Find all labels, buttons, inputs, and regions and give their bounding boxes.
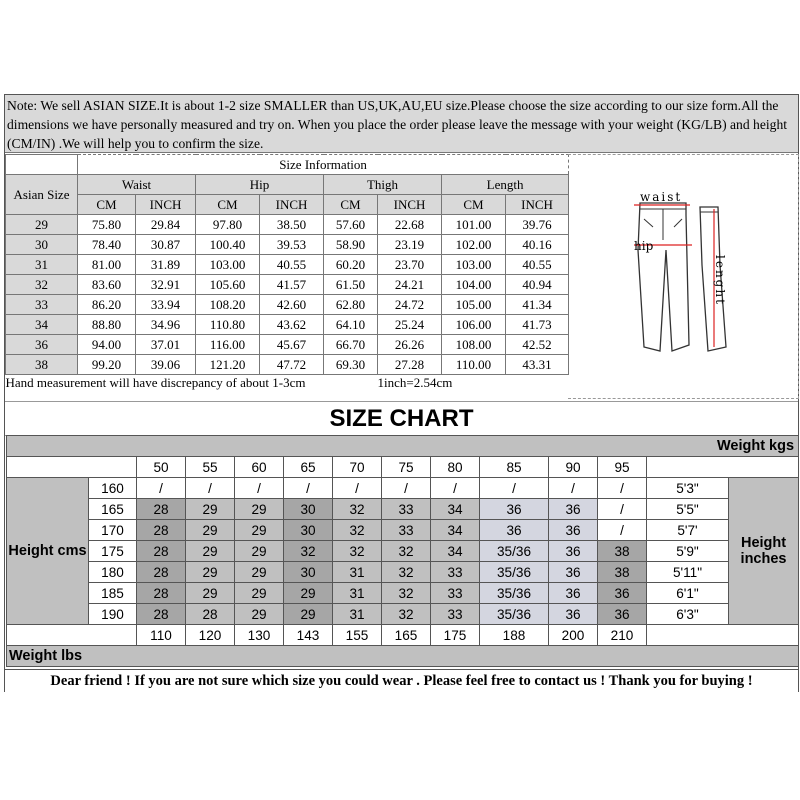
empty-cell [7,625,137,646]
size-cell: / [235,478,284,499]
hip-header: Hip [196,175,324,195]
size-row [6,235,569,255]
size-cell: 31 [333,583,382,604]
pants-illustration-icon [568,155,799,400]
size-cell: 29 [186,499,235,520]
size-cell: / [598,478,647,499]
weight-lb-cell: 165 [382,625,431,646]
measurement-cell: 38.50 [260,215,324,235]
size-cell: 32 [382,541,431,562]
size-cell: 36 [549,562,598,583]
size-cell: 32 [284,541,333,562]
thanks-message: Dear friend ! If you are not sure which size you could wear . Please feel free to contact us ! Thank you for buying ! [5,669,798,693]
size-cell: 36 [598,604,647,625]
measurement-cell: 25.24 [378,315,442,335]
height-inch-cell: 6'3" [647,604,729,625]
size-cell: 36 [549,583,598,604]
measurement-cell: 43.62 [260,315,324,335]
size-cell: 29 [235,562,284,583]
size-cell: 36 [549,520,598,541]
size-cell: 29 [186,562,235,583]
measurement-cell: 57.60 [324,215,378,235]
measurement-cell: 27.28 [378,355,442,375]
size-cell: 35/36 [480,583,549,604]
height-inches-label: Height inches [729,478,799,625]
size-cell: 34 [431,541,480,562]
weight-kgs-label: Weight kgs [7,436,799,457]
measurement-cell: 29.84 [136,215,196,235]
measurement-cell: 105.00 [442,295,506,315]
measurement-cell: 60.20 [324,255,378,275]
size-cell: / [598,520,647,541]
size-cell: 29 [186,520,235,541]
measurement-cell: 42.60 [260,295,324,315]
measurement-cell: 30.87 [136,235,196,255]
height-inch-cell: 5'9" [647,541,729,562]
size-cell: 35/36 [480,541,549,562]
measurement-cell: 88.80 [78,315,136,335]
asian-size-cell: 32 [6,275,78,295]
hip-label: hip [634,239,654,253]
size-cell: 29 [284,604,333,625]
size-cell: 36 [480,520,549,541]
measurement-cell: 103.00 [442,255,506,275]
measurement-cell: 83.60 [78,275,136,295]
measurement-cell: 61.50 [324,275,378,295]
measurement-cell: 24.72 [378,295,442,315]
measurement-cell: 40.16 [506,235,569,255]
measurement-cell: 102.00 [442,235,506,255]
size-info-title: Size Information [78,155,569,175]
weight-lbs-label: Weight lbs [7,646,799,667]
measurement-cell: 41.73 [506,315,569,335]
size-cell: 38 [598,541,647,562]
measurement-cell: 108.20 [196,295,260,315]
height-cm-cell: 175 [89,541,137,562]
measurement-cell: 41.34 [506,295,569,315]
measurement-cell: 101.00 [442,215,506,235]
size-row [6,275,569,295]
empty-cell [7,457,137,478]
measurement-cell: 66.70 [324,335,378,355]
height-inch-cell: 5'11" [647,562,729,583]
length-label: lenght [713,255,727,306]
size-cell: 36 [549,499,598,520]
waist-label: waist [640,190,683,204]
asian-size-cell: 38 [6,355,78,375]
measurement-cell: 116.00 [196,335,260,355]
size-cell: 30 [284,562,333,583]
weight-kg-cell: 55 [186,457,235,478]
size-cell: 32 [382,583,431,604]
height-row [7,604,799,625]
size-cell: / [186,478,235,499]
size-cell: 36 [549,541,598,562]
size-cell: 29 [284,583,333,604]
height-cm-cell: 185 [89,583,137,604]
unit-header: INCH [260,195,324,215]
size-cell: 36 [549,604,598,625]
size-cell: 29 [235,541,284,562]
measurement-cell: 23.70 [378,255,442,275]
size-cell: 31 [333,604,382,625]
weight-kg-cell: 65 [284,457,333,478]
size-cell: 35/36 [480,562,549,583]
measurement-footnote: Hand measurement will have discrepancy of about 1-3cm [5,375,306,391]
weight-lb-cell: 143 [284,625,333,646]
measurement-cell: 99.20 [78,355,136,375]
measurement-cell: 26.26 [378,335,442,355]
weight-lb-cell: 188 [480,625,549,646]
measurement-cell: 58.90 [324,235,378,255]
height-cm-cell: 160 [89,478,137,499]
weight-lb-cell: 155 [333,625,382,646]
measurement-cell: 42.52 [506,335,569,355]
size-cell: 36 [480,499,549,520]
size-cell: 30 [284,499,333,520]
size-cell: / [333,478,382,499]
measurement-cell: 31.89 [136,255,196,275]
size-cell: / [431,478,480,499]
height-cm-cell: 170 [89,520,137,541]
waist-header: Waist [78,175,196,195]
weight-kg-cell: 50 [137,457,186,478]
size-cell: 32 [333,541,382,562]
size-cell: / [382,478,431,499]
size-cell: 35/36 [480,604,549,625]
measurement-cell: 32.91 [136,275,196,295]
measurement-cell: 64.10 [324,315,378,335]
size-cell: 29 [235,499,284,520]
height-cms-label: Height cms [7,478,89,625]
thigh-header: Thigh [324,175,442,195]
size-cell: 28 [137,520,186,541]
weight-lb-cell: 210 [598,625,647,646]
weight-kg-cell: 60 [235,457,284,478]
measurement-cell: 81.00 [78,255,136,275]
size-row [6,255,569,275]
measurement-cell: 78.40 [78,235,136,255]
size-row [6,335,569,355]
measurement-cell: 100.40 [196,235,260,255]
unit-header: CM [324,195,378,215]
weight-lb-cell: 120 [186,625,235,646]
weight-kg-cell: 95 [598,457,647,478]
size-cell: 33 [431,562,480,583]
measurement-cell: 39.53 [260,235,324,255]
size-cell: 32 [333,499,382,520]
unit-header: CM [78,195,136,215]
size-cell: 28 [137,562,186,583]
weight-kg-cell: 70 [333,457,382,478]
height-row [7,520,799,541]
unit-header: CM [196,195,260,215]
pants-diagram [568,154,799,399]
size-chart-title: SIZE CHART [5,401,798,436]
size-cell: 33 [431,583,480,604]
measurement-cell: 40.55 [506,255,569,275]
measurement-cell: 40.94 [506,275,569,295]
size-cell: 33 [431,604,480,625]
weight-kg-cell: 90 [549,457,598,478]
measurement-cell: 39.76 [506,215,569,235]
asian-size-cell: 29 [6,215,78,235]
height-row [7,478,799,499]
measurement-cell: 47.72 [260,355,324,375]
size-cell: 30 [284,520,333,541]
height-row [7,541,799,562]
size-cell: 29 [235,583,284,604]
height-inch-cell: 6'1" [647,583,729,604]
measurement-cell: 62.80 [324,295,378,315]
size-cell: 28 [137,499,186,520]
size-cell: 34 [431,520,480,541]
size-row [6,315,569,335]
measurement-cell: 69.30 [324,355,378,375]
size-information-table [5,154,569,392]
size-cell: 28 [137,541,186,562]
size-cell: 36 [598,583,647,604]
empty-cell [647,625,799,646]
empty-cell [647,457,799,478]
size-cell: / [480,478,549,499]
unit-header: CM [442,195,506,215]
size-row [6,355,569,375]
measurement-cell: 97.80 [196,215,260,235]
size-cell: 34 [431,499,480,520]
size-cell: 32 [382,604,431,625]
size-cell: 28 [137,583,186,604]
length-header: Length [442,175,569,195]
size-cell: / [598,499,647,520]
measurement-cell: 39.06 [136,355,196,375]
size-cell: 33 [382,520,431,541]
size-row [6,295,569,315]
measurement-cell: 40.55 [260,255,324,275]
size-cell: / [549,478,598,499]
height-row [7,562,799,583]
measurement-cell: 86.20 [78,295,136,315]
size-row [6,215,569,235]
measurement-cell: 121.20 [196,355,260,375]
height-cm-cell: 180 [89,562,137,583]
size-cell: 33 [382,499,431,520]
height-inch-cell: 5'3" [647,478,729,499]
measurement-cell: 41.57 [260,275,324,295]
height-cm-cell: 190 [89,604,137,625]
size-cell: 31 [333,562,382,583]
size-cell: 38 [598,562,647,583]
size-cell: 29 [235,604,284,625]
measurement-cell: 24.21 [378,275,442,295]
inch-conversion-note: 1inch=2.54cm [377,375,453,391]
unit-header: INCH [378,195,442,215]
height-inch-cell: 5'5" [647,499,729,520]
unit-header: INCH [506,195,569,215]
weight-lb-cell: 130 [235,625,284,646]
asian-size-header: Asian Size [6,175,78,215]
weight-lb-cell: 175 [431,625,480,646]
measurement-cell: 37.01 [136,335,196,355]
measurement-cell: 23.19 [378,235,442,255]
weight-kg-cell: 75 [382,457,431,478]
measurement-cell: 110.80 [196,315,260,335]
measurement-cell: 75.80 [78,215,136,235]
weight-lb-cell: 110 [137,625,186,646]
measurement-cell: 103.00 [196,255,260,275]
size-cell: 29 [235,520,284,541]
measurement-cell: 34.96 [136,315,196,335]
measurement-cell: 108.00 [442,335,506,355]
measurement-cell: 106.00 [442,315,506,335]
size-chart-table [6,435,799,667]
measurement-cell: 22.68 [378,215,442,235]
measurement-cell: 105.60 [196,275,260,295]
size-cell: 29 [186,541,235,562]
size-cell: 32 [382,562,431,583]
measurement-cell: 94.00 [78,335,136,355]
size-cell: 28 [137,604,186,625]
size-cell: / [137,478,186,499]
asian-size-cell: 31 [6,255,78,275]
asian-size-cell: 36 [6,335,78,355]
size-note: Note: We sell ASIAN SIZE.It is about 1-2 size SMALLER than US,UK,AU,EU size.Please choose the size according to our size form.All the dimensions we have personally measured and try on. When you place the order please leave the message with your weight (KG/LB) and height (CM/IN) .We will help you to confirm the size. [5,95,798,153]
measurement-cell: 45.67 [260,335,324,355]
asian-size-cell: 30 [6,235,78,255]
asian-size-cell: 33 [6,295,78,315]
measurement-cell: 110.00 [442,355,506,375]
measurement-cell: 33.94 [136,295,196,315]
size-cell: 29 [186,583,235,604]
height-row [7,499,799,520]
size-cell: / [284,478,333,499]
measurement-cell: 104.00 [442,275,506,295]
size-cell: 28 [186,604,235,625]
height-row [7,583,799,604]
height-cm-cell: 165 [89,499,137,520]
size-cell: 32 [333,520,382,541]
weight-lb-cell: 200 [549,625,598,646]
unit-header: INCH [136,195,196,215]
weight-kg-cell: 80 [431,457,480,478]
weight-kg-cell: 85 [480,457,549,478]
asian-size-cell: 34 [6,315,78,335]
measurement-cell: 43.31 [506,355,569,375]
height-inch-cell: 5'7' [647,520,729,541]
